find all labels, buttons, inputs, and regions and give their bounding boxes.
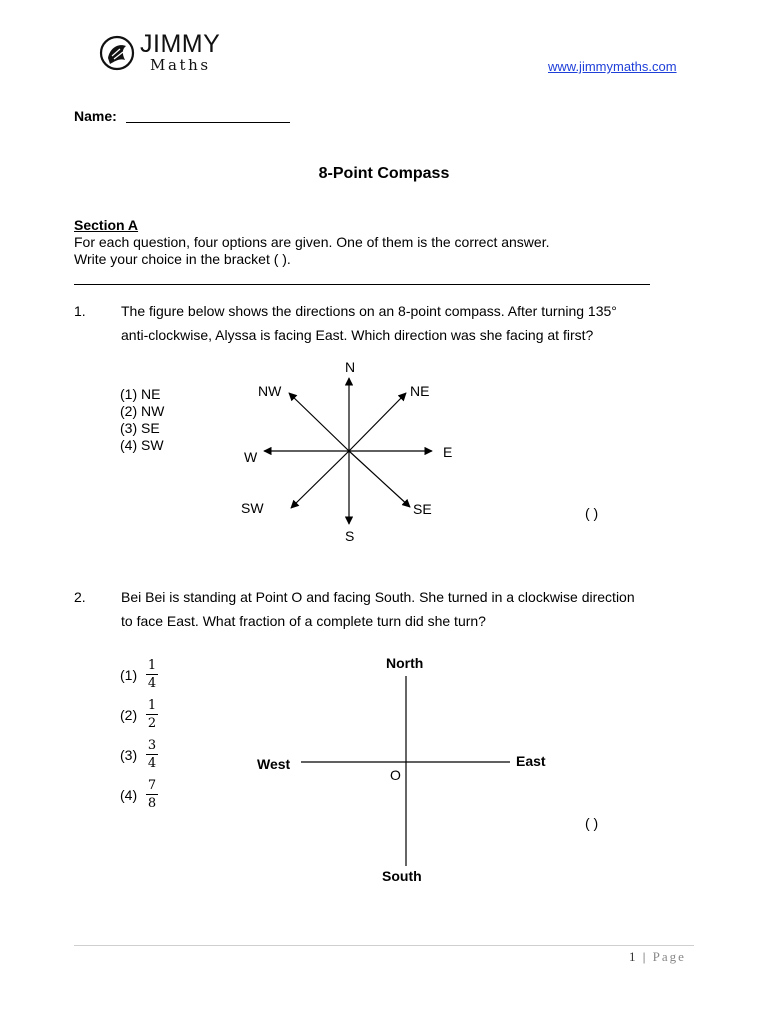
question-1-line-2: anti-clockwise, Alyssa is facing East. Which direction was she facing at first? xyxy=(121,327,594,343)
compass-label-n: N xyxy=(345,359,356,375)
footer-divider xyxy=(74,945,694,946)
fraction-denominator: 4 xyxy=(147,756,157,771)
question-2-line-2: to face East. What fraction of a complete turn did she turn? xyxy=(121,613,486,629)
fraction-denominator: 2 xyxy=(147,716,157,731)
fraction-denominator: 4 xyxy=(147,676,157,691)
question-2-line-1: Bei Bei is standing at Point O and facing South. She turned in a clockwise direction xyxy=(121,589,635,605)
option-label: (3) xyxy=(120,747,138,763)
fraction-numerator: 7 xyxy=(147,778,157,793)
question-1-line-1: The figure below shows the directions on an 8-point compass. After turning 135° xyxy=(121,303,617,319)
compass-label-nw: NW xyxy=(258,383,282,399)
question-1-option-4: (4) SW xyxy=(120,437,164,453)
question-2-number: 2. xyxy=(74,589,86,605)
page-title: 8-Point Compass xyxy=(318,165,450,182)
option-label: (1) xyxy=(120,667,138,683)
section-heading: Section A xyxy=(74,217,139,233)
diagram-label-north: North xyxy=(386,655,424,671)
question-1-option-1: (1) NE xyxy=(120,386,161,402)
compass-label-sw: SW xyxy=(241,500,264,516)
compass-label-se: SE xyxy=(413,501,432,517)
diagram-label-south: South xyxy=(382,868,422,884)
compass-label-w: W xyxy=(244,449,258,465)
instruction-line-1: For each question, four options are given. One of them is the correct answer. xyxy=(74,234,550,250)
compass-label-s: S xyxy=(345,528,355,544)
question-1-answer-bracket[interactable]: ( ) xyxy=(585,505,599,521)
diagram-label-east: East xyxy=(516,753,546,769)
compass-label-e: E xyxy=(443,444,453,460)
question-1-option-2: (2) NW xyxy=(120,403,165,419)
diagram-label-point-o: O xyxy=(390,767,401,783)
question-1-option-3: (3) SE xyxy=(120,420,160,436)
option-label: (4) xyxy=(120,787,138,803)
option-label: (2) xyxy=(120,707,138,723)
fraction-numerator: 3 xyxy=(147,738,157,753)
page-separator: | xyxy=(642,949,648,964)
logo-wordmark-bottom: Maths xyxy=(150,56,211,74)
logo-wordmark-top: JIMMY xyxy=(140,30,221,58)
fraction-numerator: 1 xyxy=(147,698,157,713)
diagram-label-west: West xyxy=(257,756,291,772)
question-2-answer-bracket[interactable]: ( ) xyxy=(585,815,599,831)
fraction-denominator: 8 xyxy=(147,796,157,811)
page-footer xyxy=(629,949,686,965)
page-number: 1 xyxy=(629,949,638,964)
page-word: Page xyxy=(652,949,686,964)
question-1-number: 1. xyxy=(74,303,86,319)
instruction-line-2: Write your choice in the bracket ( ). xyxy=(74,251,291,267)
fraction-numerator: 1 xyxy=(147,658,157,673)
compass-label-ne: NE xyxy=(410,383,430,399)
name-label: Name: xyxy=(74,108,117,124)
website-link[interactable]: www.jimmymaths.com xyxy=(548,59,677,74)
